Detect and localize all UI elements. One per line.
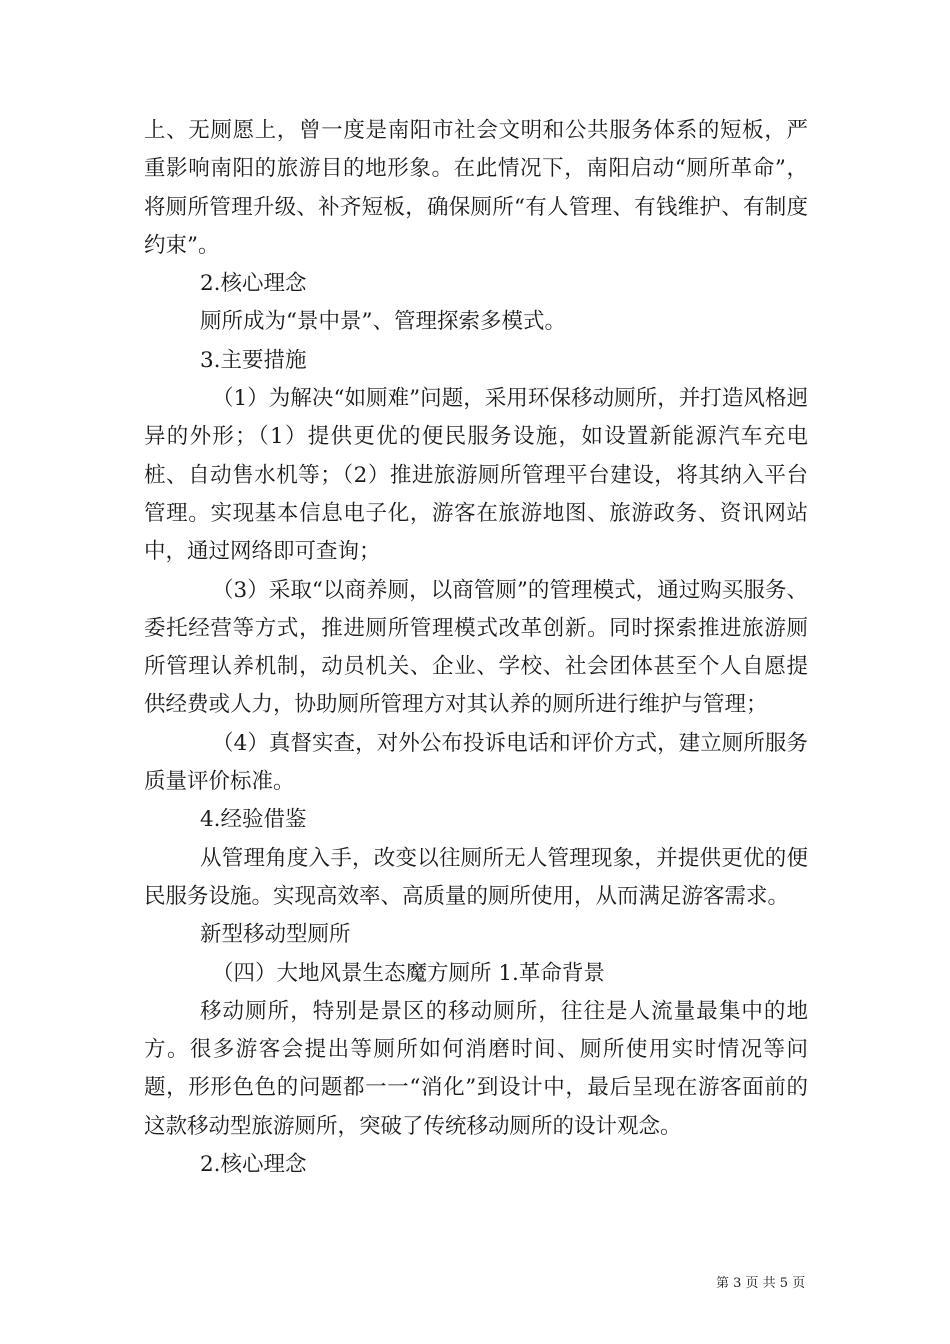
paragraph-core-concept: 厕所成为“景中景”、管理探索多模式。 — [200, 309, 566, 335]
heading-main-measures: 3.主要措施 — [200, 347, 307, 373]
heading-experience: 4.经验借鉴 — [200, 807, 307, 833]
paragraph-continuation: 上、无厕愿上，曾一度是南阳市社会文明和公共服务体系的短板，严重影响南阳的旅游目的地形象。在此情况下，南阳启动“厕所革命”，将厕所管理升级、补齐短板，确保厕所“有人管理、有钱维护、有制度约束”。 — [144, 118, 808, 258]
heading-section-four: （四）大地风景生态魔方厕所 1.革命背景 — [212, 960, 605, 986]
heading-core-concept: 2.核心理念 — [200, 271, 307, 297]
paragraph-mobile-toilet: 移动厕所，特别是景区的移动厕所，往往是人流量最集中的地方。很多游客会提出等厕所如何消磨时间、厕所使用实时情况等问题，形形色色的问题都一一“消化”到设计中，最后呈现在游客面前的这款移动型旅游厕所，突破了传统移动厕所的设计观念。 — [144, 998, 808, 1139]
paragraph-experience: 从管理角度入手，改变以往厕所无人管理现象，并提供更优的便民服务设施。实现高效率、高质量的厕所使用，从而满足游客需求。 — [144, 845, 808, 909]
paragraph-measure-1: （1）为解决“如厕难”问题，采用环保移动厕所，并打造风格迥异的外形；（1）提供更优的便民服务设施，如设置新能源汽车充电桩、自动售水机等；（2）推进旅游厕所管理平台建设，将其纳入平台管理。实现基本信息电子化，游客在旅游地图、旅游政务、资讯网站中，通过网络即可查询； — [144, 386, 808, 565]
heading-core-concept-2: 2.核心理念 — [200, 1152, 307, 1178]
document-body — [144, 112, 808, 1184]
paragraph-measure-4: （4）真督实查，对外公布投诉电话和评价方式，建立厕所服务质量评价标准。 — [144, 730, 808, 795]
paragraph-measure-3: （3）采取“以商养厕，以商管厕”的管理模式，通过购买服务、委托经营等方式，推进厕所管理模式改革创新。同时探索推进旅游厕所管理认养机制，动员机关、企业、学校、社会团体甚至个人自愿提供经费或人力，协助厕所管理方对其认养的厕所进行维护与管理； — [144, 577, 808, 718]
page-number-footer: 第 3 页 共 5 页 — [716, 1276, 806, 1291]
heading-new-mobile-toilet: 新型移动型厕所 — [200, 922, 351, 948]
